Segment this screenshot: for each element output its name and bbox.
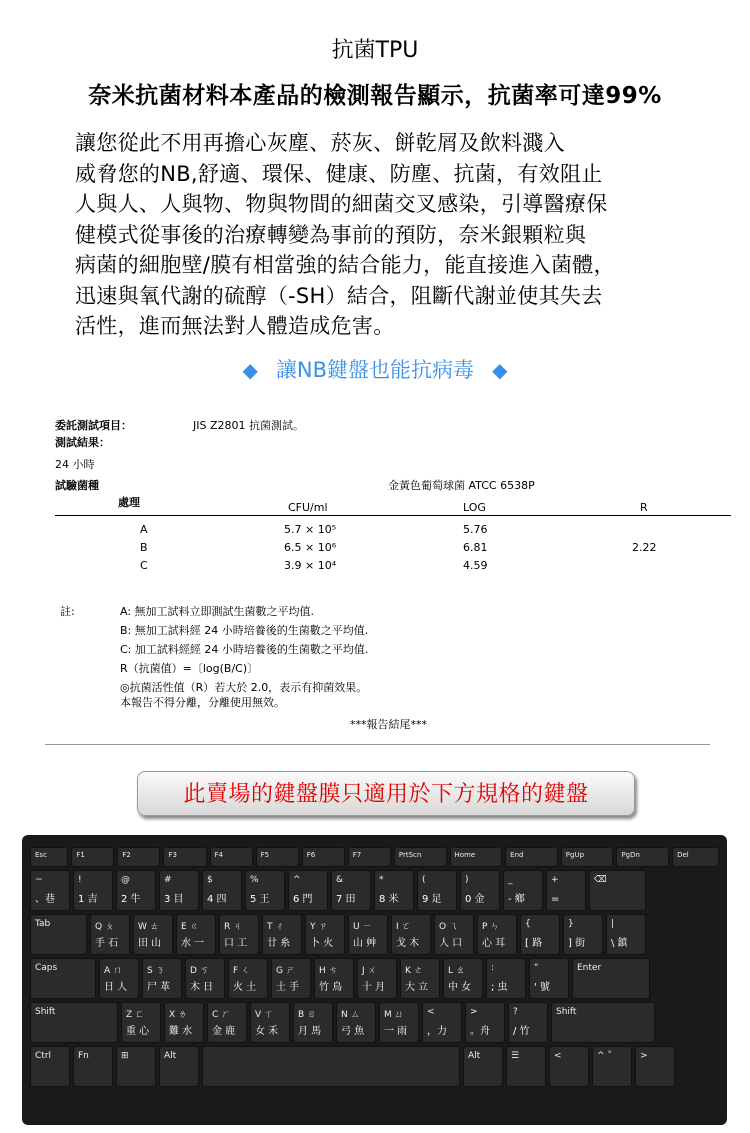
key: [133, 914, 173, 955]
key: [202, 1046, 460, 1087]
key: [463, 1046, 503, 1087]
key-label: G ㄕ: [276, 966, 295, 976]
paragraph-line: 健模式從事後的治療轉變為事前的預防，奈米銀顆粒與: [75, 222, 587, 247]
key-label: Fn: [78, 1051, 89, 1061]
key-label: Enter: [577, 963, 602, 973]
key: [477, 914, 517, 955]
key: [314, 958, 354, 999]
key: [422, 1002, 462, 1043]
key-label: F2: [122, 851, 131, 859]
key-label: ⊞: [121, 1051, 129, 1061]
strain-label: 試驗菌種: [55, 479, 99, 492]
row-b-label: B: [140, 541, 148, 554]
key-label: I ㄛ: [396, 922, 411, 932]
key-label: }: [568, 919, 574, 929]
key-label: Alt: [468, 1051, 481, 1061]
header-r: R: [640, 501, 648, 514]
key-zhuyin-label: ' 號: [534, 982, 550, 993]
key: [30, 1002, 118, 1043]
item-label: 委託測試項目：: [55, 419, 132, 432]
key-zhuyin-label: 戈 木: [396, 938, 420, 949]
key: [592, 1046, 632, 1087]
key-label: Shift: [35, 1007, 56, 1017]
key-zhuyin-label: 口 工: [224, 938, 248, 949]
key-zhuyin-label: 心 耳: [482, 938, 506, 949]
key: [506, 1046, 546, 1087]
key-label: F5: [260, 851, 270, 859]
key-label: <: [427, 1007, 435, 1017]
key: [417, 870, 457, 911]
key-label: Caps: [35, 963, 58, 973]
key-label: V ㄒ: [255, 1010, 274, 1020]
key-label: T ㄔ: [267, 922, 285, 932]
key-label: End: [510, 851, 524, 859]
key: [117, 847, 160, 867]
key-label: $: [207, 875, 213, 885]
key-label: :: [491, 963, 495, 973]
diamond-icon: ◆: [492, 357, 508, 382]
key-label: K ㄜ: [405, 966, 423, 976]
strain-value: 金黃色葡萄球菌 ATCC 6538P: [388, 479, 535, 492]
key: [293, 1002, 333, 1043]
key: [529, 958, 569, 999]
key-zhuyin-label: 土 手: [276, 982, 300, 993]
row-a-cfu: 5.7 × 10⁵: [284, 523, 337, 536]
row-c-log: 4.59: [463, 559, 488, 572]
key-label: {: [525, 919, 531, 929]
key: [606, 914, 646, 955]
key-label: D ㄎ: [190, 966, 209, 976]
key: [121, 1002, 161, 1043]
key: [549, 1046, 589, 1087]
diamond-icon: ◆: [242, 357, 258, 382]
key-zhuyin-label: 難 水: [169, 1026, 193, 1037]
key: [159, 1046, 199, 1087]
compatibility-banner: 此賣場的鍵盤膜只適用於下方規格的鍵盤: [137, 771, 635, 816]
key-label: Q ㄆ: [95, 922, 114, 932]
row-c-cfu: 3.9 × 10⁴: [284, 559, 337, 572]
key: [185, 958, 225, 999]
item-value: JIS Z2801 抗菌測試。: [193, 419, 304, 432]
key-zhuyin-label: 金 鹿: [212, 1026, 236, 1037]
key-label: #: [164, 875, 172, 885]
page-title: 抗菌TPU: [331, 38, 419, 63]
key-label: Shift: [556, 1007, 577, 1017]
key-zhuyin-label: 弓 魚: [341, 1026, 365, 1037]
key-zhuyin-label: 3 目: [164, 894, 184, 905]
key-label: Tab: [35, 919, 51, 929]
key-zhuyin-label: 田 山: [138, 938, 162, 949]
test-hours: 24 小時: [55, 458, 95, 471]
key-label: F7: [352, 851, 362, 859]
key-zhuyin-label: 重 心: [126, 1026, 150, 1037]
key: [616, 847, 669, 867]
key-label: >: [470, 1007, 478, 1017]
header-log: LOG: [463, 501, 486, 514]
key-label: Alt: [164, 1051, 177, 1061]
key-zhuyin-label: =: [551, 894, 560, 905]
key-label: O ㄟ: [439, 922, 458, 932]
highlight-heading: [0, 354, 750, 384]
key: [503, 870, 543, 911]
key-label: R ㄐ: [224, 922, 243, 932]
key: [450, 847, 503, 867]
key: [142, 958, 182, 999]
key: [30, 958, 96, 999]
key: [400, 958, 440, 999]
key-zhuyin-label: 日 人: [104, 982, 128, 993]
key-label: B ㄖ: [298, 1010, 317, 1020]
key-zhuyin-label: 人 口: [439, 938, 463, 949]
key-zhuyin-label: 卜 火: [310, 938, 334, 949]
result-label: 測試結果：: [55, 436, 110, 449]
key-label: L ㄠ: [448, 966, 465, 976]
note-line: B: 無加工試料經 24 小時培養後的生菌數之平均值.: [120, 624, 369, 637]
key-label: F ㄑ: [233, 966, 251, 976]
key: [443, 958, 483, 999]
key: [210, 847, 253, 867]
key-label: N ㄙ: [341, 1010, 360, 1020]
key-label: J ㄨ: [362, 966, 377, 976]
key: [563, 914, 603, 955]
key: [305, 914, 345, 955]
key-label: Esc: [35, 851, 47, 859]
key-label: <: [554, 1051, 562, 1061]
key-zhuyin-label: 5 王: [250, 894, 270, 905]
key: [572, 958, 650, 999]
paragraph-line: 活性，進而無法對人體造成危害。: [75, 314, 395, 338]
key: [561, 847, 614, 867]
key-zhuyin-label: 4 四: [207, 894, 227, 905]
key: [374, 870, 414, 911]
key-zhuyin-label: 木 日: [190, 982, 214, 993]
key: [465, 1002, 505, 1043]
key: [202, 870, 242, 911]
key-zhuyin-label: [ 路: [525, 938, 543, 949]
key: [508, 1002, 548, 1043]
key-zhuyin-label: 廿 糸: [267, 938, 291, 949]
key: [460, 870, 500, 911]
key-label: !: [78, 875, 82, 885]
report-end: ***報告結尾***: [350, 718, 427, 731]
key: [164, 1002, 204, 1043]
key: [116, 1046, 156, 1087]
key: [207, 1002, 247, 1043]
key: [219, 914, 259, 955]
header-treatment: 處理: [118, 496, 140, 509]
table-rule: [55, 515, 731, 516]
key-label: Y ㄗ: [310, 922, 328, 932]
key-label: &: [336, 875, 344, 885]
key-zhuyin-label: 。舟: [470, 1026, 490, 1037]
key-label: ): [465, 875, 469, 885]
key-zhuyin-label: 6 門: [293, 894, 313, 905]
key-zhuyin-label: 手 石: [95, 938, 119, 949]
key-label: @: [121, 875, 130, 885]
key-label: ☰: [511, 1051, 520, 1061]
paragraph-line: 病菌的細胞壁/膜有相當強的結合能力，能直接進入菌體，: [75, 253, 615, 277]
key: [262, 914, 302, 955]
key-zhuyin-label: 8 米: [379, 894, 399, 905]
key: [30, 914, 87, 955]
divider: [45, 744, 710, 745]
paragraph-line: 讓您從此不用再擔心灰塵、菸灰、餅乾屑及飲料濺入: [75, 131, 565, 155]
key-zhuyin-label: 0 金: [465, 894, 485, 905]
key-label: >: [640, 1051, 648, 1061]
key-label: ": [534, 963, 539, 973]
key-label: ?: [513, 1007, 518, 1017]
key: [486, 958, 526, 999]
key: [116, 870, 156, 911]
key: [394, 847, 447, 867]
key: [302, 847, 345, 867]
key-label: PgUp: [565, 851, 585, 859]
key-label: U ㄧ: [353, 922, 372, 932]
key-zhuyin-label: \ 鎮: [611, 938, 628, 949]
key-zhuyin-label: 水 一: [181, 938, 205, 949]
key-label: ^ ˅: [597, 1051, 612, 1061]
key-label: Home: [454, 851, 476, 859]
key-zhuyin-label: 十 月: [362, 982, 386, 993]
key: [271, 958, 311, 999]
key-zhuyin-label: 月 馬: [298, 1026, 322, 1037]
key: [30, 1046, 70, 1087]
key: [73, 870, 113, 911]
key-label: P ㄣ: [482, 922, 500, 932]
key-label: F3: [168, 851, 177, 859]
key: [99, 958, 139, 999]
key: [71, 847, 114, 867]
key-label: X ㄌ: [169, 1010, 188, 1020]
key: [348, 914, 388, 955]
key-label: C ㄏ: [212, 1010, 231, 1020]
key: [635, 1046, 675, 1087]
row-c-label: C: [140, 559, 148, 572]
key: [505, 847, 558, 867]
key-zhuyin-label: ; 虫: [491, 982, 508, 993]
description-paragraph: [75, 128, 715, 342]
key: [546, 870, 586, 911]
keyboard-image: [22, 835, 727, 1125]
key-label: ⌫: [594, 875, 607, 885]
paragraph-line: 威脅您的NB,舒適、環保、健康、防塵、抗菌，有效阻止: [75, 161, 603, 186]
key-label: S ㄋ: [147, 966, 165, 976]
note-line: R（抗菌值）=〔log(B/C)〕: [120, 662, 259, 675]
paragraph-line: 迅速與氧代謝的硫醇（-SH）結合，阻斷代謝並使其失去: [75, 283, 603, 308]
key-zhuyin-label: 尸 革: [147, 982, 171, 993]
note-label: 註:: [60, 605, 75, 618]
highlight-text: 讓NB鍵盤也能抗病毒: [275, 357, 475, 382]
note-line: 本報告不得分離，分離使用無效。: [120, 696, 285, 709]
key-label: |: [611, 919, 615, 929]
key-label: *: [379, 875, 384, 885]
key: [30, 870, 70, 911]
key-label: (: [422, 875, 426, 885]
key-label: Del: [677, 851, 689, 859]
key-zhuyin-label: 9 足: [422, 894, 442, 905]
key-zhuyin-label: 火 土: [233, 982, 257, 993]
key: [245, 870, 285, 911]
key-zhuyin-label: - 鄉: [508, 894, 525, 905]
key-label: PgDn: [621, 851, 640, 859]
key-zhuyin-label: 大 立: [405, 982, 429, 993]
header-cfu: CFU/ml: [288, 501, 328, 514]
key-zhuyin-label: 、巷: [35, 894, 55, 905]
row-b-log: 6.81: [463, 541, 488, 554]
key: [228, 958, 268, 999]
paragraph-line: 人與人、人與物、物與物間的細菌交叉感染，引導醫療保: [75, 192, 608, 216]
key-label: F1: [76, 851, 85, 859]
key-label: ~: [35, 875, 43, 885]
key: [176, 914, 216, 955]
row-b-cfu: 6.5 × 10⁶: [284, 541, 337, 554]
key: [288, 870, 328, 911]
note-line: C: 加工試料經經 24 小時培養後的生菌數之平均值.: [120, 643, 369, 656]
key: [379, 1002, 419, 1043]
key-zhuyin-label: 2 牛: [121, 894, 141, 905]
key: [520, 914, 560, 955]
key-zhuyin-label: 一 雨: [384, 1026, 408, 1037]
row-a-log: 5.76: [463, 523, 488, 536]
key: [589, 870, 646, 911]
key-zhuyin-label: ，力: [427, 1026, 447, 1037]
key-label: F6: [306, 851, 316, 859]
key: [357, 958, 397, 999]
key: [256, 847, 299, 867]
key: [163, 847, 206, 867]
key-label: W ㄊ: [138, 922, 159, 932]
key-label: +: [551, 875, 559, 885]
key-zhuyin-label: 山 艸: [353, 938, 377, 949]
key-zhuyin-label: 7 田: [336, 894, 356, 905]
key-label: F4: [214, 851, 224, 859]
key-zhuyin-label: ] 街: [568, 938, 586, 949]
row-b-r: 2.22: [632, 541, 657, 554]
key-label: M ㄩ: [384, 1010, 404, 1020]
key-zhuyin-label: 中 女: [448, 982, 472, 993]
key: [250, 1002, 290, 1043]
key-label: PrtScn: [398, 851, 422, 859]
note-line: A: 無加工試料立即測試生菌數之平均值.: [120, 605, 315, 618]
key: [30, 847, 68, 867]
key: [551, 1002, 655, 1043]
key-zhuyin-label: / 竹: [513, 1026, 530, 1037]
key-zhuyin-label: 女 禾: [255, 1026, 279, 1037]
key: [336, 1002, 376, 1043]
key: [90, 914, 130, 955]
key: [73, 1046, 113, 1087]
key: [434, 914, 474, 955]
key-label: H ㄘ: [319, 966, 338, 976]
key-label: E ㄍ: [181, 922, 199, 932]
page-subtitle: 奈米抗菌材料本產品的檢測報告顯示，抗菌率可達99%: [88, 83, 662, 109]
key: [331, 870, 371, 911]
key: [159, 870, 199, 911]
key-label: Z ㄈ: [126, 1010, 145, 1020]
key: [391, 914, 431, 955]
key-label: A ㄇ: [104, 966, 123, 976]
key-label: _: [508, 875, 513, 885]
key: [348, 847, 391, 867]
key: [672, 847, 719, 867]
key-label: ^: [293, 875, 301, 885]
key-label: Ctrl: [35, 1051, 52, 1061]
key-zhuyin-label: 竹 鳥: [319, 982, 343, 993]
row-a-label: A: [140, 523, 148, 536]
note-line: ◎抗菌活性值（R）若大於 2.0，表示有抑菌效果。: [120, 681, 368, 694]
key-label: %: [250, 875, 259, 885]
key-zhuyin-label: 1 吉: [78, 894, 98, 905]
